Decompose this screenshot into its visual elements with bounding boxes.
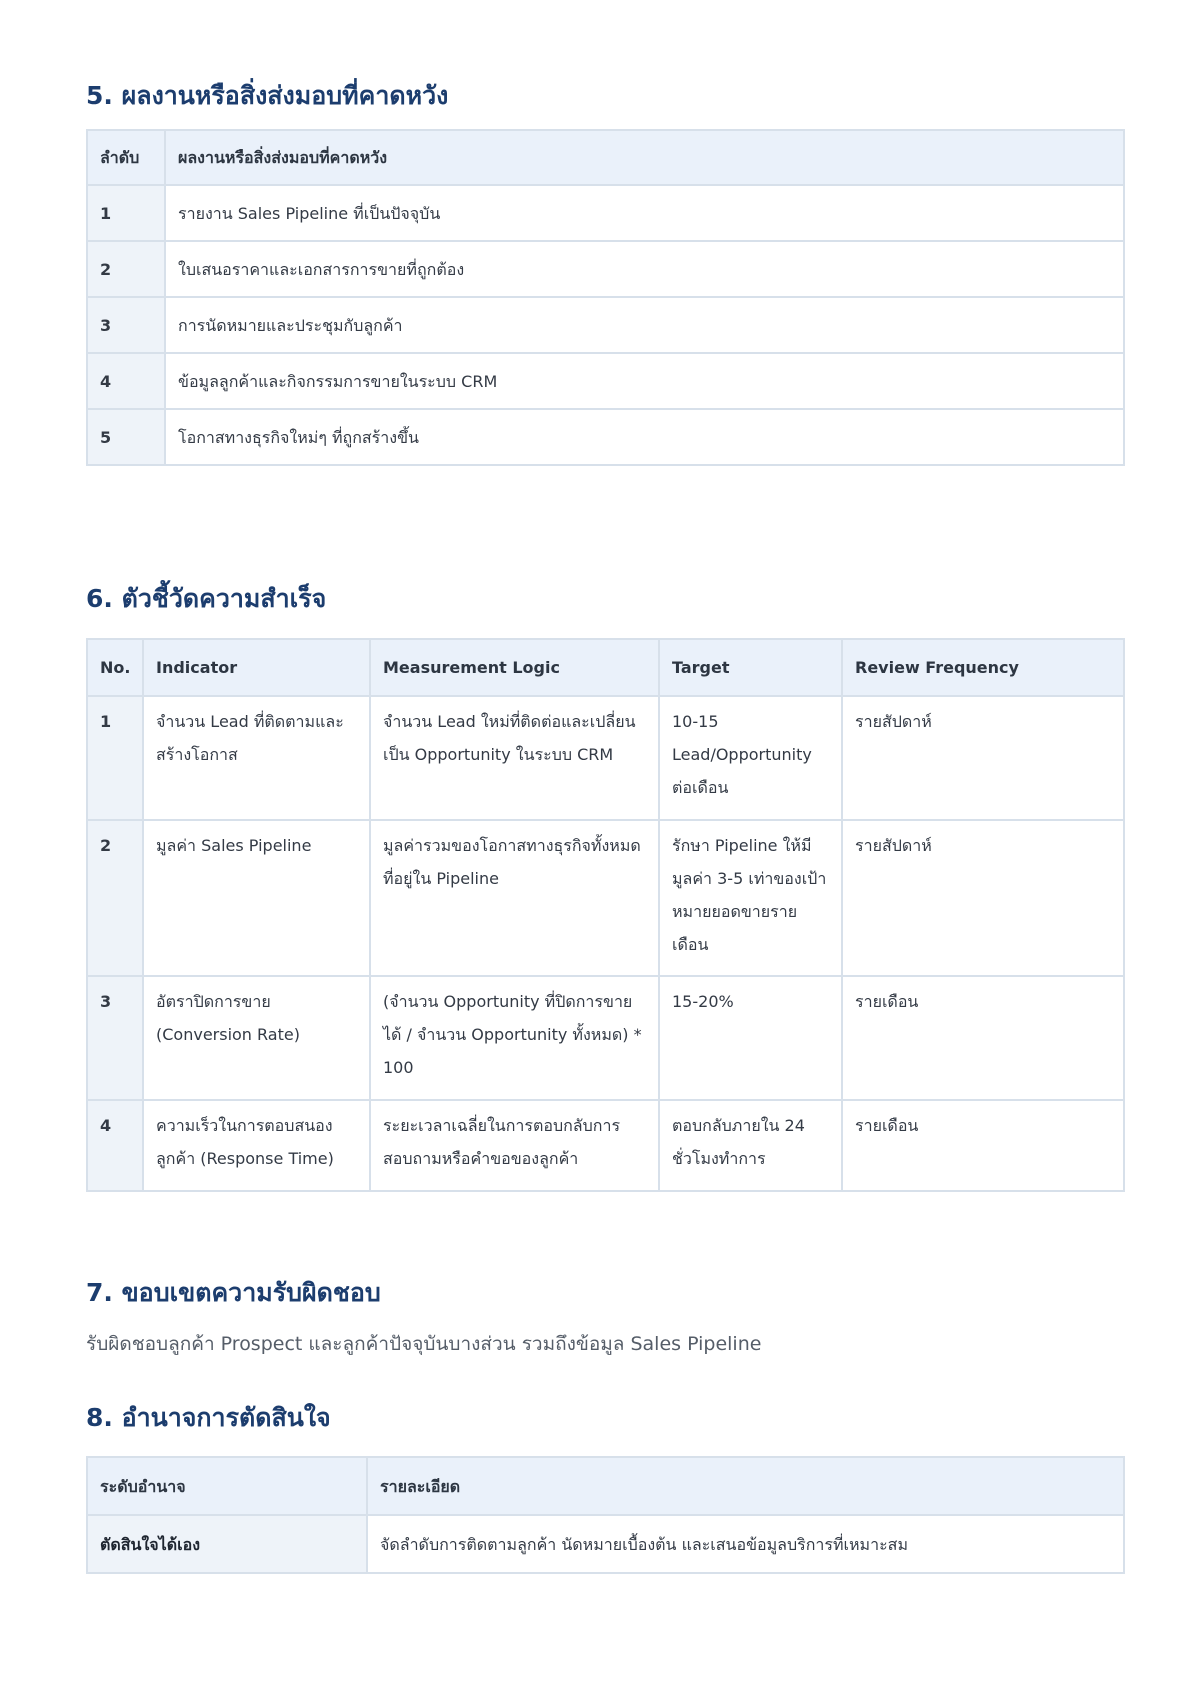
- header-order: ลำดับ: [87, 130, 165, 185]
- row-deliverable: ข้อมูลลูกค้าและกิจกรรมการขายในระบบ CRM: [165, 353, 1124, 409]
- row-target: 10-15 Lead/Opportunity ต่อเดือน: [659, 696, 842, 820]
- row-number: 3: [87, 297, 165, 353]
- row-number: 5: [87, 409, 165, 465]
- table-header-row: [87, 639, 1124, 696]
- section-5-title: 5. ผลงานหรือสิ่งส่งมอบที่คาดหวัง: [86, 81, 449, 110]
- row-indicator: จำนวน Lead ที่ติดตามและสร้างโอกาส: [143, 696, 370, 820]
- row-number: 1: [87, 185, 165, 241]
- header-authority-level: ระดับอำนาจ: [87, 1457, 367, 1515]
- table-row: [87, 976, 1124, 1100]
- table-row: [87, 241, 1124, 297]
- row-measurement-logic: ระยะเวลาเฉลี่ยในการตอบกลับการสอบถามหรือคำขอของลูกค้า: [370, 1100, 659, 1191]
- kpi-table: [86, 638, 1125, 1192]
- row-number: 2: [87, 241, 165, 297]
- row-number: 2: [87, 820, 143, 976]
- deliverables-table: [86, 129, 1125, 466]
- row-number: 4: [87, 1100, 143, 1191]
- header-deliverable: ผลงานหรือสิ่งส่งมอบที่คาดหวัง: [165, 130, 1124, 185]
- row-indicator: อัตราปิดการขาย (Conversion Rate): [143, 976, 370, 1100]
- header-no: No.: [87, 639, 143, 696]
- section-7-title: 7. ขอบเขตความรับผิดชอบ: [86, 1278, 381, 1307]
- section-8-title: 8. อำนาจการตัดสินใจ: [86, 1403, 331, 1432]
- header-review-frequency: Review Frequency: [842, 639, 1124, 696]
- row-target: 15-20%: [659, 976, 842, 1100]
- row-review-frequency: รายสัปดาห์: [842, 696, 1124, 820]
- section-6-title: 6. ตัวชี้วัดความสำเร็จ: [86, 584, 327, 613]
- table-row: [87, 1515, 1124, 1573]
- row-authority-level: ตัดสินใจได้เอง: [87, 1515, 367, 1573]
- header-indicator: Indicator: [143, 639, 370, 696]
- row-deliverable: โอกาสทางธุรกิจใหม่ๆ ที่ถูกสร้างขึ้น: [165, 409, 1124, 465]
- row-indicator: มูลค่า Sales Pipeline: [143, 820, 370, 976]
- table-header-row: [87, 130, 1124, 185]
- row-review-frequency: รายสัปดาห์: [842, 820, 1124, 976]
- row-review-frequency: รายเดือน: [842, 976, 1124, 1100]
- row-measurement-logic: (จำนวน Opportunity ที่ปิดการขายได้ / จำนวน Opportunity ทั้งหมด) * 100: [370, 976, 659, 1100]
- table-header-row: [87, 1457, 1124, 1515]
- row-number: 3: [87, 976, 143, 1100]
- authority-table: [86, 1456, 1125, 1574]
- table-row: [87, 353, 1124, 409]
- header-target: Target: [659, 639, 842, 696]
- table-row: [87, 1100, 1124, 1191]
- row-number: 4: [87, 353, 165, 409]
- header-measurement-logic: Measurement Logic: [370, 639, 659, 696]
- row-measurement-logic: มูลค่ารวมของโอกาสทางธุรกิจทั้งหมดที่อยู่ใน Pipeline: [370, 820, 659, 976]
- row-deliverable: ใบเสนอราคาและเอกสารการขายที่ถูกต้อง: [165, 241, 1124, 297]
- row-deliverable: รายงาน Sales Pipeline ที่เป็นปัจจุบัน: [165, 185, 1124, 241]
- row-target: รักษา Pipeline ให้มีมูลค่า 3-5 เท่าของเป้าหมายยอดขายรายเดือน: [659, 820, 842, 976]
- row-number: 1: [87, 696, 143, 820]
- row-deliverable: การนัดหมายและประชุมกับลูกค้า: [165, 297, 1124, 353]
- row-indicator: ความเร็วในการตอบสนองลูกค้า (Response Time): [143, 1100, 370, 1191]
- section-7-text: รับผิดชอบลูกค้า Prospect และลูกค้าปัจจุบันบางส่วน รวมถึงข้อมูล Sales Pipeline: [86, 1333, 762, 1355]
- row-review-frequency: รายเดือน: [842, 1100, 1124, 1191]
- row-measurement-logic: จำนวน Lead ใหม่ที่ติดต่อและเปลี่ยนเป็น Opportunity ในระบบ CRM: [370, 696, 659, 820]
- table-row: [87, 696, 1124, 820]
- table-row: [87, 409, 1124, 465]
- table-row: [87, 297, 1124, 353]
- row-details: จัดลำดับการติดตามลูกค้า นัดหมายเบื้องต้น และเสนอข้อมูลบริการที่เหมาะสม: [367, 1515, 1124, 1573]
- row-target: ตอบกลับภายใน 24 ชั่วโมงทำการ: [659, 1100, 842, 1191]
- header-details: รายละเอียด: [367, 1457, 1124, 1515]
- table-row: [87, 820, 1124, 976]
- table-row: [87, 185, 1124, 241]
